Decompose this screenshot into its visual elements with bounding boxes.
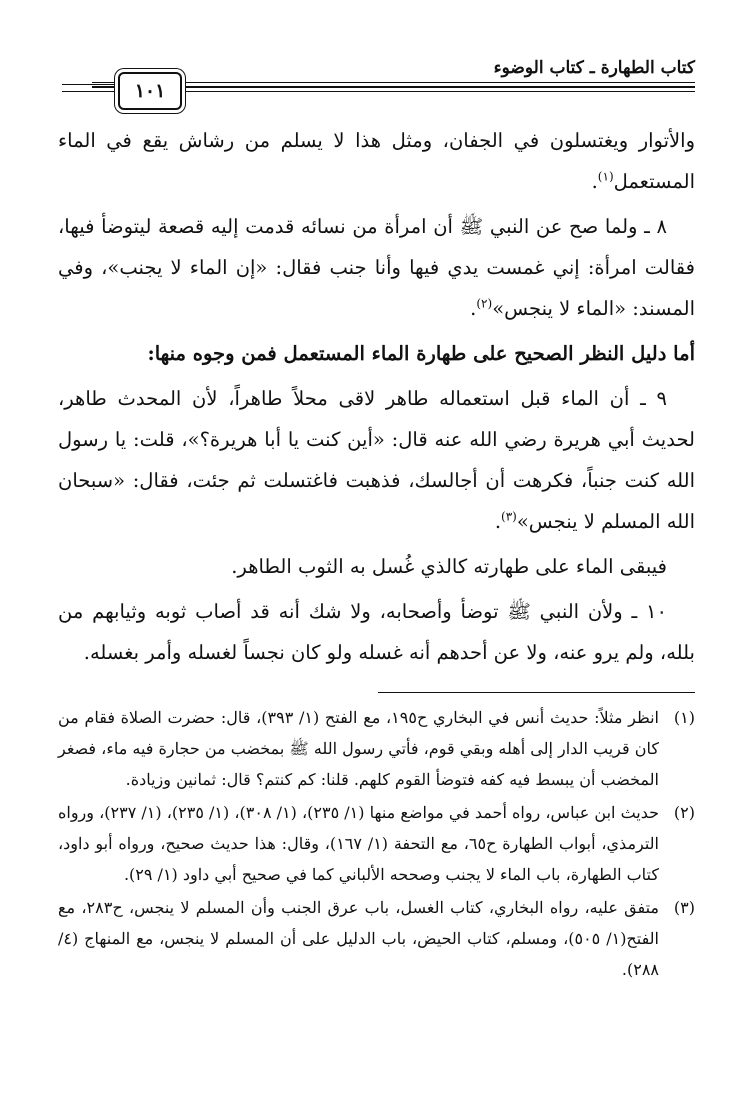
section-heading: أما دليل النظر الصحيح على طهارة الماء المستعمل فمن وجوه منها: xyxy=(147,342,695,365)
paragraph: ٩ ـ أن الماء قبل استعماله طاهر لاقى محلاً طاهراً، لأن المحدث طاهر، لحديث أبي هريرة رضي الله عنه قال: «أين كنت يا أبا هريرة؟»، قلت: يا رسول الله كنت جنباً، فكرهت أن أجالسك، فذهبت فاغتسلت ثم جئت، فقال: «سبحان الله المسلم لا ينجس»$^{(٣)}$. xyxy=(58,387,695,533)
footnote-ref: (٢) xyxy=(476,296,493,311)
footnote xyxy=(58,892,695,985)
header-rule xyxy=(92,91,695,92)
paragraph: ٨ ـ ولما صح عن النبي ﷺ أن امرأة من نسائه قدمت إليه قصعة ليتوضأ فيها، فقالت امرأة: إني غمست يدي فيها وأنا جنب فقال: «إن الماء لا يجنب»، وفي المسند: «الماء لا ينجس»$^{(٢)}$. xyxy=(58,215,695,320)
page-number: ١٠١ xyxy=(118,72,182,110)
footnote-ref: (٣) xyxy=(501,509,517,524)
footnote-separator xyxy=(378,692,695,693)
paragraph: ١٠ ـ ولأن النبي ﷺ توضأ وأصحابه، ولا شك أنه قد أصاب ثوبه وثيابهم من بلله، ولم يرو عنه، ولا عن أحدهم أنه غسله ولو كان نجساً لغسله وأمر بغسله. xyxy=(58,600,695,664)
header-rule xyxy=(92,82,695,83)
paragraph: فيبقى الماء على طهارته كالذي غُسل به الثوب الطاهر. xyxy=(231,555,667,578)
footnote-text: متفق عليه، رواه البخاري، كتاب الغسل، باب عرق الجنب وأن المسلم لا ينجس، ح٢٨٣، مع الفتح(١/ ٥٠٥)، ومسلم، كتاب الحيض، باب الدليل على أن المسلم لا ينجس، مع المنهاج (٤/ ٢٨٨). xyxy=(58,898,660,979)
footnote-number: (٣) xyxy=(673,898,695,917)
footnote-text: انظر مثلاً: حديث أنس في البخاري ح١٩٥، مع الفتح (١/ ٣٩٣)، قال: حضرت الصلاة فقام من كان قريب الدار إلى أهله وبقي قوم، فأتي رسول الله ﷺ بمخضب من حجارة فيه ماء، فصغر المخضب أن يبسط فيه كفه فتوضأ القوم كلهم. قلنا: كم كنتم؟ قال: ثمانين وزيادة. xyxy=(58,708,659,789)
footnote xyxy=(58,702,695,795)
header-rule-thick xyxy=(92,86,695,88)
running-head: كتاب الطهارة ـ كتاب الوضوء xyxy=(493,58,695,78)
footnote-text: حديث ابن عباس، رواه أحمد في مواضع منها (١/ ٢٣٥)، (١/ ٣٠٨)، (١/ ٢٣٥)، (١/ ٢٣٧)، ورواه الترمذي، أبواب الطهارة ح٦٥، مع التحفة (١/ ١٦٧)، وقال: هذا حديث صحيح، ورواه أبو داود، كتاب الطهارة، باب الماء لا يجنب وصححه الألباني كما في صحيح أبي داود (١/ ٢٩). xyxy=(58,803,660,884)
paragraph: والأتوار ويغتسلون في الجفان، ومثل هذا لا يسلم من رشاش يقع في الماء المستعمل$^{(١)}$. xyxy=(58,129,695,193)
footnote xyxy=(58,797,695,890)
footnote-number: (٢) xyxy=(673,803,695,822)
footnote-number: (١) xyxy=(673,708,695,727)
main-text xyxy=(58,120,695,673)
footnote-ref: (١) xyxy=(597,169,614,184)
footnotes xyxy=(58,702,695,987)
